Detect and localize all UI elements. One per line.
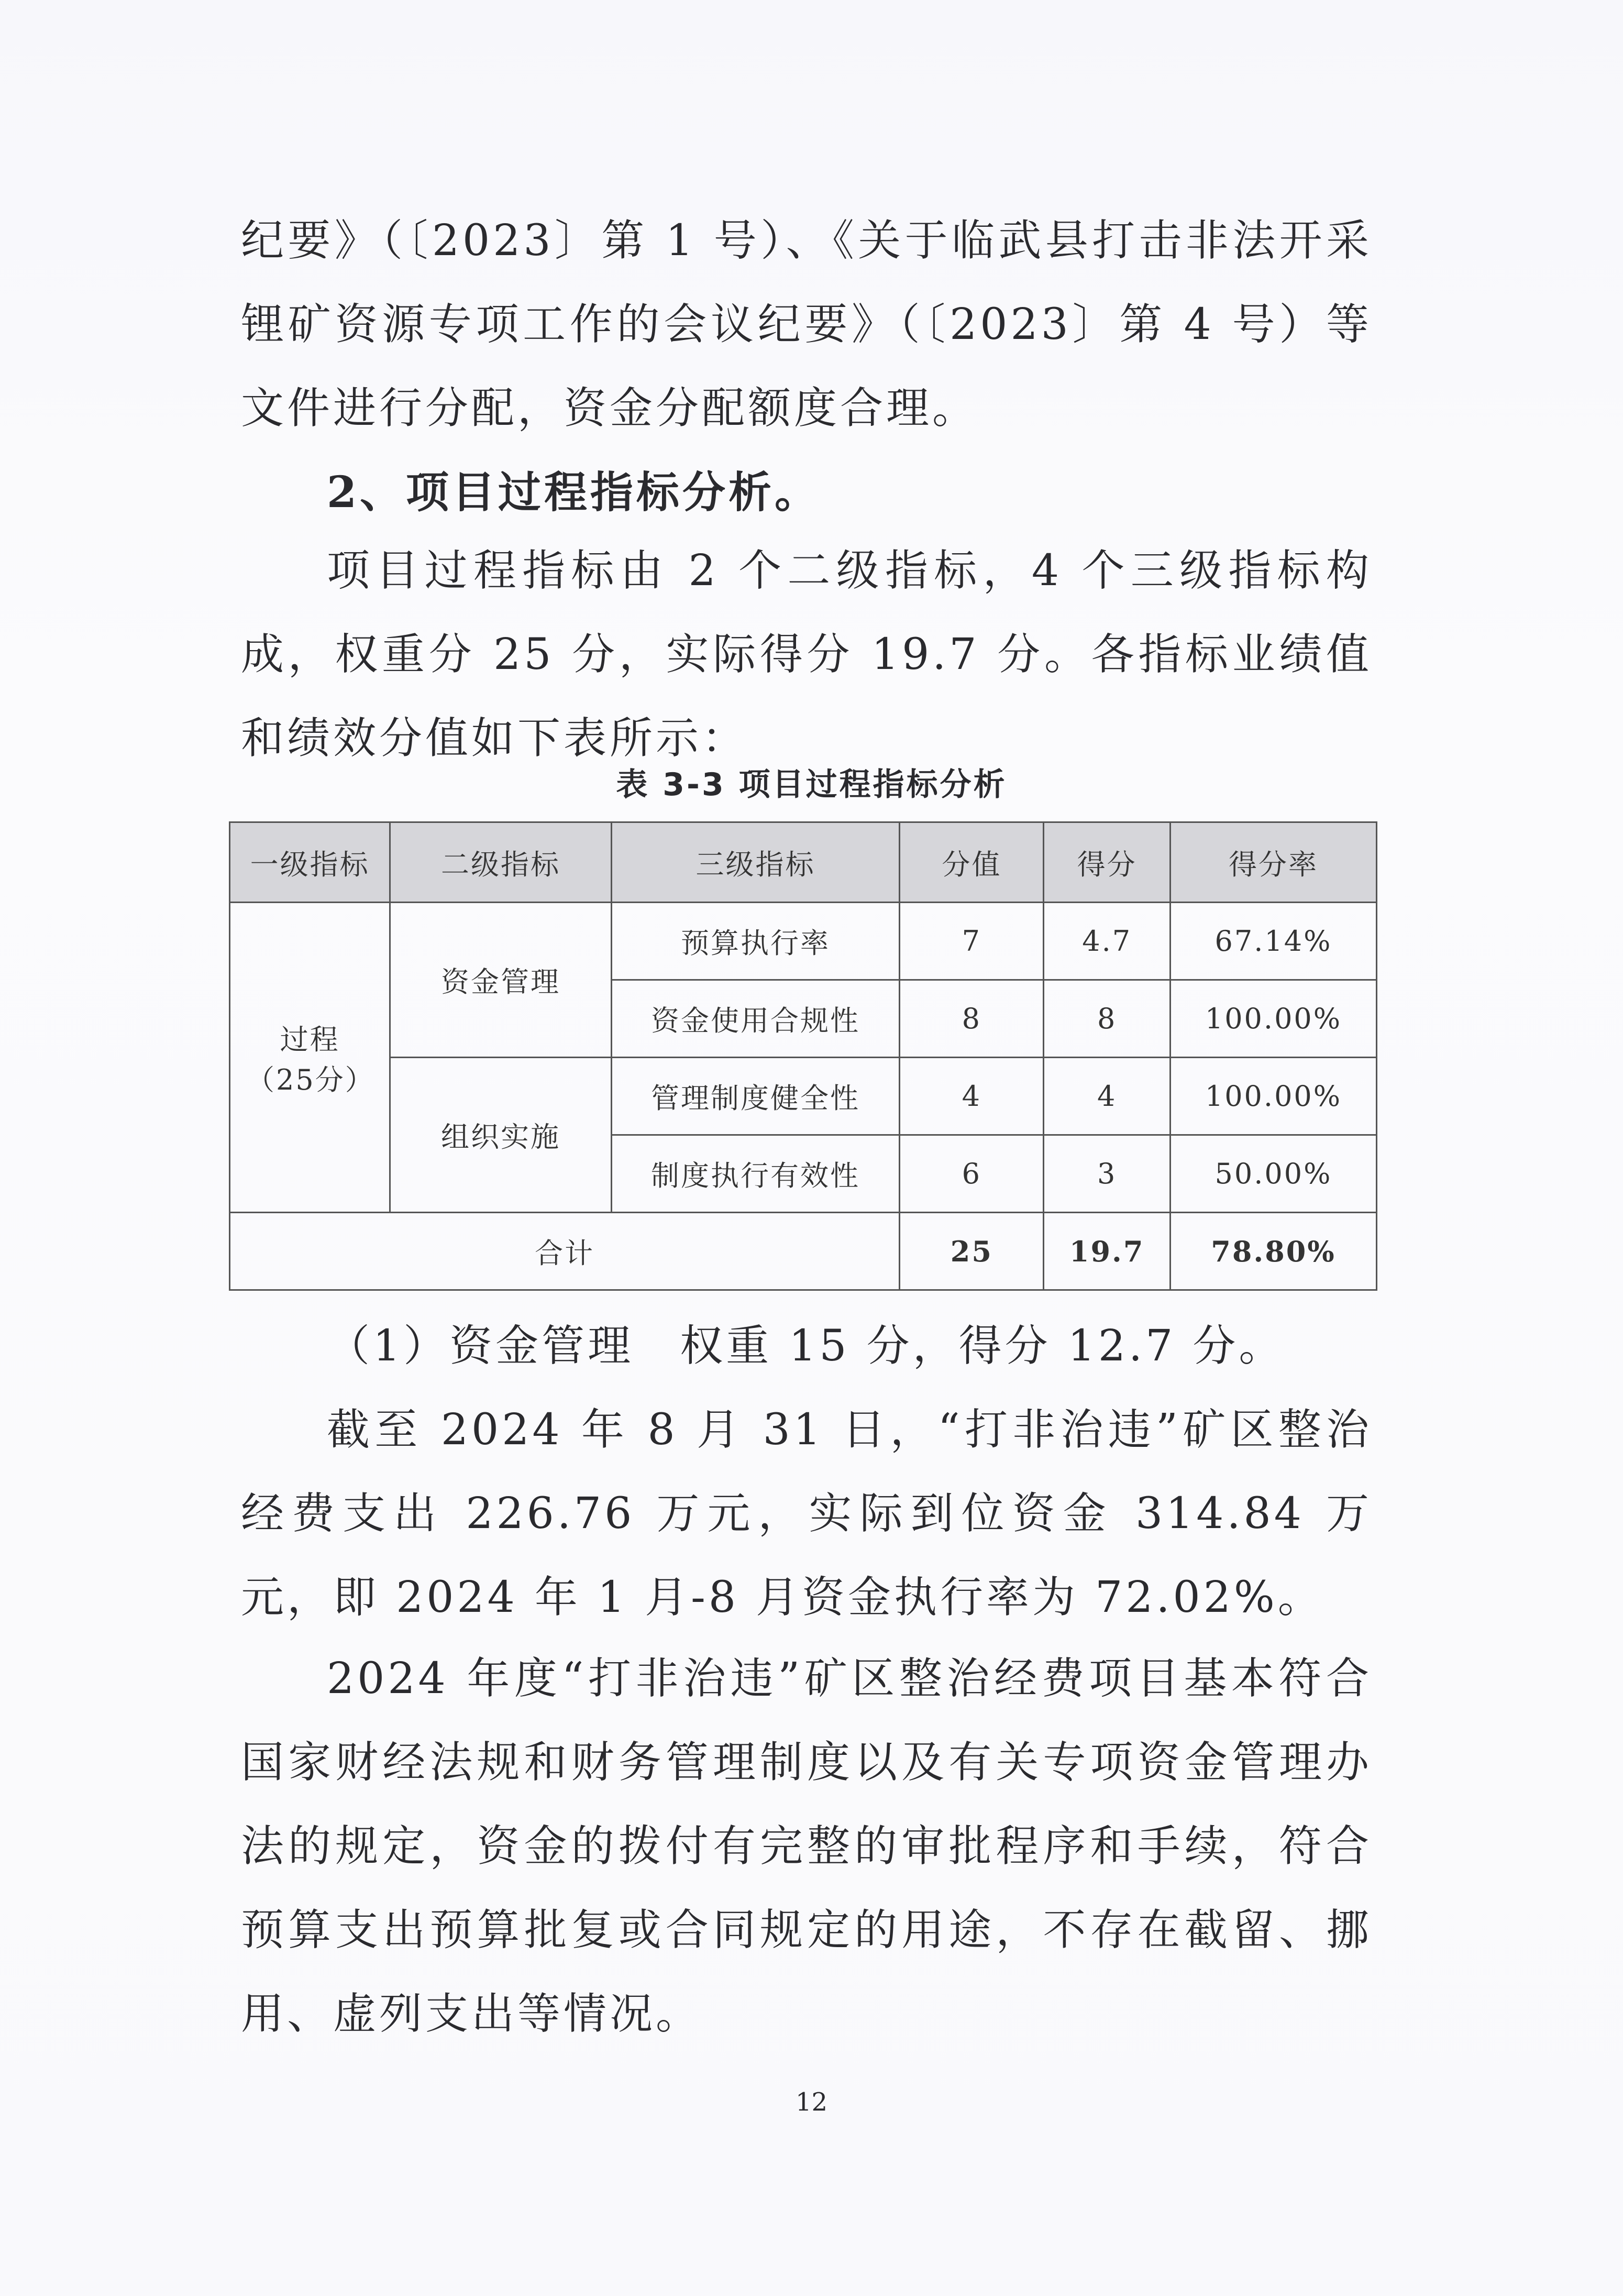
paragraph-intro: 项目过程指标由 2 个二级指标，4 个三级指标构成，权重分 25 分，实际得分 19.7 分。各指标业绩值和绩效分值如下表所示： (241, 546, 1372, 763)
paragraph-continuation: 纪要》（〔2023〕第 1 号）、《关于临武县打击非法开采锂矿资源专项工作的会议纪要》（〔2023〕第 4 号）等文件进行分配，资金分配额度合理。 (241, 216, 1372, 433)
table-row (230, 1058, 1377, 1135)
paragraph-compliance: 2024 年度“打非治违”矿区整治经费项目基本符合国家财经法规和财务管理制度以及有关专项资金管理办法的规定，资金的拨付有完整的审批程序和手续，符合预算支出预算批复或合同规定的用途，不存在截留、挪用、虚列支出等情况。 (241, 1654, 1372, 2039)
page-number: 12 (795, 2088, 828, 2117)
level1-cell: 过程（25分） (230, 903, 390, 1213)
score-cell: 8 (1044, 980, 1171, 1058)
rate-cell: 100.00% (1170, 980, 1376, 1058)
column-header: 三级指标 (611, 822, 900, 903)
rate-cell: 50.00% (1170, 1135, 1376, 1213)
total-rate-cell: 78.80% (1170, 1213, 1376, 1290)
column-header: 得分 (1044, 822, 1171, 903)
rate-cell: 100.00% (1170, 1058, 1376, 1135)
total-label-cell: 合计 (230, 1213, 900, 1290)
level3-cell: 管理制度健全性 (611, 1058, 900, 1135)
score-value-cell: 4 (900, 1058, 1044, 1135)
total-score-cell: 19.7 (1044, 1213, 1171, 1290)
total-score-value-cell: 25 (900, 1213, 1044, 1290)
column-header: 得分率 (1170, 822, 1376, 903)
score-cell: 3 (1044, 1135, 1171, 1213)
column-header: 一级指标 (230, 822, 390, 903)
paragraph-fund-execution: 截至 2024 年 8 月 31 日，“打非治违”矿区整治经费支出 226.76 万元，实际到位资金 314.84 万元，即 2024 年 1 月-8 月资金执行率为 72.02%。 (241, 1405, 1372, 1622)
score-value-cell: 6 (900, 1135, 1044, 1213)
process-indicator-table (229, 821, 1377, 1291)
score-cell: 4.7 (1044, 903, 1171, 980)
section-heading: 2、项目过程指标分析。 (327, 467, 821, 518)
table-total-row (230, 1213, 1377, 1290)
level3-cell: 资金使用合规性 (611, 980, 900, 1058)
score-cell: 4 (1044, 1058, 1171, 1135)
table-row (230, 903, 1377, 980)
table-caption: 表 3-3 项目过程指标分析 (616, 766, 1007, 803)
level3-cell: 制度执行有效性 (611, 1135, 900, 1213)
column-header: 分值 (900, 822, 1044, 903)
paragraph-subheading-fund-management: （1）资金管理 权重 15 分，得分 12.7 分。 (327, 1321, 1285, 1371)
score-value-cell: 7 (900, 903, 1044, 980)
level3-cell: 预算执行率 (611, 903, 900, 980)
level2-cell: 组织实施 (390, 1058, 611, 1213)
rate-cell: 67.14% (1170, 903, 1376, 980)
column-header: 二级指标 (390, 822, 611, 903)
level2-cell: 资金管理 (390, 903, 611, 1058)
table-header-row (230, 822, 1377, 903)
score-value-cell: 8 (900, 980, 1044, 1058)
